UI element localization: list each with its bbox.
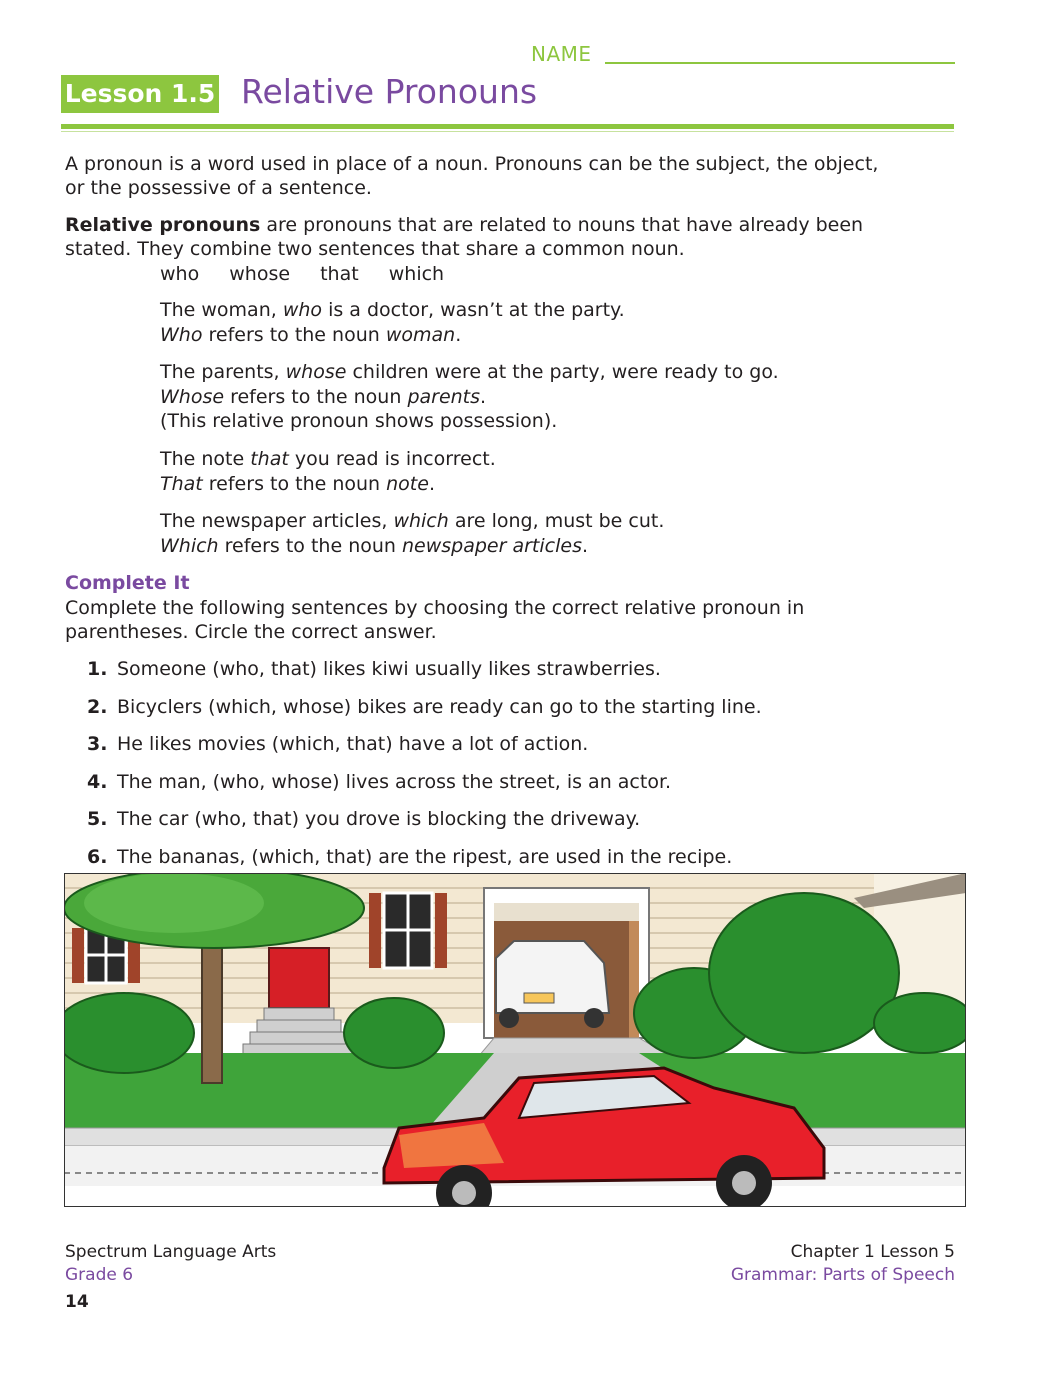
sentence-start: The note: [160, 448, 251, 470]
example-3: [160, 447, 496, 496]
question-number: 3.: [87, 733, 108, 755]
example-sentence: [160, 447, 496, 472]
footer-right: [731, 1241, 955, 1287]
question-number: 6.: [87, 846, 108, 868]
footer-book-title: Spectrum Language Arts: [65, 1242, 277, 1262]
intro-paragraph-2-line-1: [65, 213, 863, 237]
reference-period: .: [455, 323, 462, 346]
question-number: 1.: [87, 658, 108, 680]
question-1[interactable]: [87, 658, 661, 680]
pronoun-which: which: [388, 263, 445, 285]
sentence-pronoun: that: [250, 448, 289, 470]
intro-paragraph-1-line-2: or the possessive of a sentence.: [65, 177, 372, 199]
lesson-title: Relative Pronouns: [241, 72, 538, 111]
example-4: [160, 509, 664, 558]
intro-paragraph-1: [65, 152, 878, 200]
example-sentence: [160, 509, 664, 534]
reference-text: refers to the noun: [218, 534, 402, 557]
question-text[interactable]: Someone (who, that) likes kiwi usually likes strawberries.: [117, 658, 661, 680]
reference-noun: note: [386, 472, 429, 495]
house-and-car-illustration: [64, 873, 966, 1207]
footer-grade: Grade 6: [65, 1265, 134, 1285]
question-2[interactable]: [87, 696, 762, 718]
reference-period: .: [428, 472, 435, 495]
intro-paragraph-2-line-1-rest: are pronouns that are related to nouns that have already been: [260, 214, 864, 236]
reference-text: refers to the noun: [224, 385, 408, 408]
question-5[interactable]: [87, 808, 640, 830]
name-line[interactable]: [605, 62, 955, 64]
reference-noun: newspaper articles: [402, 534, 582, 557]
red-door: [269, 948, 329, 1008]
reference-pronoun: That: [160, 472, 203, 495]
page-number: 14: [65, 1292, 89, 1312]
question-text[interactable]: He likes movies (which, that) have a lot of action.: [117, 733, 589, 755]
question-text[interactable]: The car (who, that) you drove is blocking the driveway.: [117, 808, 641, 830]
intro-paragraph-1-line-1: A pronoun is a word used in place of a noun. Pronouns can be the subject, the object,: [65, 153, 879, 175]
reference-noun: woman: [385, 323, 456, 346]
sentence-end: is a doctor, wasn’t at the party.: [322, 299, 625, 321]
question-number: 2.: [87, 696, 108, 718]
instructions-line-2: parentheses. Circle the correct answer.: [65, 621, 437, 643]
example-1: [160, 298, 625, 347]
reference-noun: parents: [407, 385, 481, 408]
footer-topic: Grammar: Parts of Speech: [730, 1265, 955, 1285]
example-reference: [160, 534, 664, 559]
reference-period: .: [581, 534, 589, 557]
term-relative-pronouns: Relative pronouns: [65, 214, 261, 236]
lesson-badge: Lesson 1.5: [61, 75, 219, 113]
intro-paragraph-2-line-2: stated. They combine two sentences that share a common noun.: [65, 238, 685, 260]
question-number: 5.: [87, 808, 108, 830]
question-number: 4.: [87, 771, 108, 793]
sentence-end: children were at the party, were ready to go.: [346, 361, 779, 383]
complete-it-heading: Complete It: [65, 572, 190, 594]
question-3[interactable]: [87, 733, 588, 755]
question-6[interactable]: [87, 846, 732, 868]
question-4[interactable]: [87, 771, 671, 793]
window-middle: [369, 893, 447, 968]
instructions-line-1: Complete the following sentences by choosing the correct relative pronoun in: [65, 597, 805, 619]
example-2: [160, 360, 779, 434]
name-label: NAME: [531, 42, 592, 66]
example-sentence: [160, 298, 625, 323]
sentence-end: you read is incorrect.: [288, 448, 496, 470]
reference-pronoun: Whose: [160, 385, 225, 408]
intro-paragraph-2: [65, 213, 863, 261]
footer-chapter: Chapter 1 Lesson 5: [790, 1242, 955, 1262]
example-sentence: [160, 360, 779, 385]
example-reference: [160, 385, 779, 410]
question-text[interactable]: The man, (who, whose) lives across the street, is an actor.: [117, 771, 672, 793]
sentence-start: The newspaper articles,: [160, 510, 394, 532]
example-reference: [160, 472, 496, 497]
reference-pronoun: Who: [160, 323, 203, 346]
reference-period: .: [480, 385, 487, 408]
question-text[interactable]: The bananas, (which, that) are the ripest, are used in the recipe.: [117, 846, 733, 868]
reference-text: refers to the noun: [202, 472, 387, 495]
pronoun-who: who: [160, 263, 200, 285]
sentence-start: The parents,: [160, 361, 286, 383]
sentence-pronoun: who: [282, 299, 323, 321]
complete-it-instructions: [65, 596, 804, 644]
question-text[interactable]: Bicyclers (which, whose) bikes are ready can go to the starting line.: [117, 696, 762, 718]
sentence-end: are long, must be cut.: [448, 510, 665, 532]
sentence-pronoun: whose: [285, 361, 347, 383]
sentence-pronoun: which: [393, 510, 449, 532]
reference-pronoun: Which: [160, 534, 219, 557]
title-rule: [61, 124, 954, 129]
title-rule-thin: [61, 131, 954, 132]
footer-left: [65, 1241, 276, 1287]
sentence-start: The woman,: [160, 299, 283, 321]
reference-text: refers to the noun: [202, 323, 386, 346]
pronoun-list: [160, 262, 468, 287]
pronoun-whose: whose: [229, 263, 291, 285]
pronoun-that: that: [320, 263, 359, 285]
example-note: (This relative pronoun shows possession).: [160, 410, 558, 432]
example-reference: [160, 323, 625, 348]
